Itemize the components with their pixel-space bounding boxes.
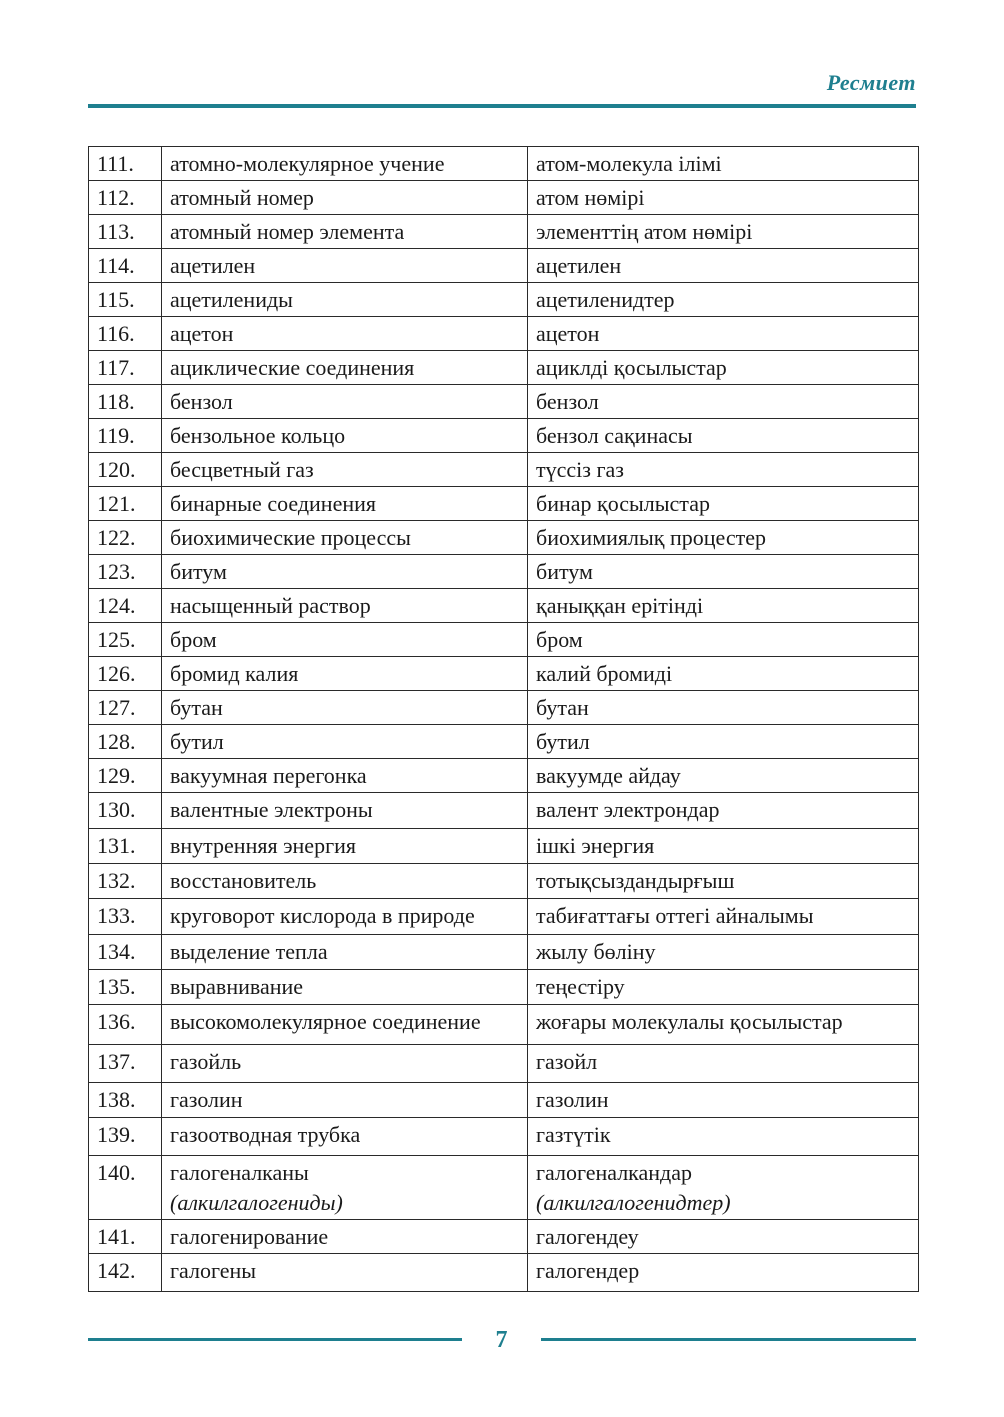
term-russian-cell xyxy=(162,899,528,935)
term-russian-cell xyxy=(162,623,528,657)
term-number: 120. xyxy=(89,453,162,487)
term-number: 141. xyxy=(89,1220,162,1254)
footer-divider-left xyxy=(88,1338,462,1341)
header-divider xyxy=(88,104,916,108)
table-row xyxy=(89,1118,919,1156)
term-russian-cell xyxy=(162,864,528,899)
table-row xyxy=(89,864,919,899)
term-kazakh: биохимиялық процестер xyxy=(536,525,766,550)
table-row xyxy=(89,1083,919,1118)
glossary-body xyxy=(89,147,919,1292)
term-russian: бутан xyxy=(170,695,223,720)
term-russian: бензольное кольцо xyxy=(170,423,346,448)
table-row xyxy=(89,283,919,317)
term-number: 126. xyxy=(89,657,162,691)
term-number: 134. xyxy=(89,935,162,970)
term-kazakh-cell xyxy=(528,657,919,691)
term-kazakh-cell xyxy=(528,829,919,864)
term-kazakh: ацетилен xyxy=(536,253,622,278)
term-number: 119. xyxy=(89,419,162,453)
term-number: 131. xyxy=(89,829,162,864)
term-kazakh: вакуумде айдау xyxy=(536,763,681,788)
term-kazakh-cell xyxy=(528,181,919,215)
term-russian-cell xyxy=(162,147,528,181)
term-kazakh-alternate: (алкилгалогенидтер) xyxy=(536,1190,731,1215)
term-russian: бромид калия xyxy=(170,661,299,686)
term-number: 113. xyxy=(89,215,162,249)
term-russian: ацетон xyxy=(170,321,234,346)
term-russian-cell xyxy=(162,249,528,283)
term-number: 132. xyxy=(89,864,162,899)
term-russian: выделение тепла xyxy=(170,939,328,964)
term-number: 125. xyxy=(89,623,162,657)
term-kazakh: калий бромиді xyxy=(536,661,673,686)
term-kazakh-cell xyxy=(528,623,919,657)
term-russian-cell xyxy=(162,1005,528,1045)
term-kazakh: тотықсыздандырғыш xyxy=(536,868,735,893)
term-russian: высокомолекулярное соединение xyxy=(170,1009,481,1034)
term-russian: галогенирование xyxy=(170,1224,329,1249)
term-kazakh-cell xyxy=(528,935,919,970)
table-row xyxy=(89,935,919,970)
table-row xyxy=(89,147,919,181)
term-russian-cell xyxy=(162,487,528,521)
term-russian: ацетилениды xyxy=(170,287,293,312)
term-number: 128. xyxy=(89,725,162,759)
term-kazakh-cell xyxy=(528,1118,919,1156)
term-russian-cell xyxy=(162,1156,528,1220)
term-kazakh-cell xyxy=(528,555,919,589)
term-russian-cell xyxy=(162,453,528,487)
term-kazakh: бензол сақинасы xyxy=(536,423,693,448)
term-kazakh: атом нөмірі xyxy=(536,185,645,210)
table-row xyxy=(89,521,919,555)
term-russian-cell xyxy=(162,1220,528,1254)
term-russian-cell xyxy=(162,657,528,691)
term-kazakh-cell xyxy=(528,419,919,453)
term-kazakh-cell xyxy=(528,1254,919,1292)
term-number: 142. xyxy=(89,1254,162,1292)
table-row xyxy=(89,487,919,521)
table-row xyxy=(89,317,919,351)
term-russian: биохимические процессы xyxy=(170,525,411,550)
table-row xyxy=(89,793,919,829)
table-row xyxy=(89,385,919,419)
term-kazakh: валент электрондар xyxy=(536,797,720,822)
table-row xyxy=(89,970,919,1005)
term-russian: насыщенный раствор xyxy=(170,593,371,618)
term-russian: бензол xyxy=(170,389,233,414)
term-kazakh-cell xyxy=(528,793,919,829)
term-kazakh-cell xyxy=(528,283,919,317)
term-kazakh-cell xyxy=(528,725,919,759)
table-row xyxy=(89,453,919,487)
term-russian-cell xyxy=(162,351,528,385)
term-number: 114. xyxy=(89,249,162,283)
term-kazakh-cell xyxy=(528,1156,919,1220)
page-header-title: Ресмиет xyxy=(826,70,916,95)
term-kazakh: жоғары молекулалы қосылыстар xyxy=(536,1009,843,1034)
term-kazakh-cell xyxy=(528,521,919,555)
term-kazakh-cell xyxy=(528,1045,919,1083)
term-russian-cell xyxy=(162,283,528,317)
term-russian-cell xyxy=(162,691,528,725)
term-russian-cell xyxy=(162,793,528,829)
term-kazakh: ациклді қосылыстар xyxy=(536,355,727,380)
term-kazakh: битум xyxy=(536,559,593,584)
term-kazakh: галогендер xyxy=(536,1258,640,1283)
term-number: 140. xyxy=(89,1156,162,1220)
term-russian-cell xyxy=(162,725,528,759)
term-kazakh: бутан xyxy=(536,695,589,720)
term-russian: бинарные соединения xyxy=(170,491,377,516)
term-kazakh-cell xyxy=(528,249,919,283)
term-russian-alternate: (алкилгалогениды) xyxy=(170,1190,343,1215)
page-number: 7 xyxy=(495,1327,508,1353)
table-row xyxy=(89,555,919,589)
footer-divider-right xyxy=(541,1338,916,1341)
term-russian-cell xyxy=(162,215,528,249)
term-kazakh-cell xyxy=(528,970,919,1005)
term-russian-cell xyxy=(162,1254,528,1292)
term-kazakh: бинар қосылыстар xyxy=(536,491,710,516)
term-kazakh-cell xyxy=(528,317,919,351)
term-number: 111. xyxy=(89,147,162,181)
table-row xyxy=(89,691,919,725)
term-kazakh-cell xyxy=(528,487,919,521)
term-kazakh: галогендеу xyxy=(536,1224,639,1249)
term-russian: атомный номер xyxy=(170,185,314,210)
term-kazakh: газолин xyxy=(536,1087,609,1112)
term-number: 117. xyxy=(89,351,162,385)
term-kazakh: түссіз газ xyxy=(536,457,624,482)
term-kazakh-cell xyxy=(528,453,919,487)
term-russian: битум xyxy=(170,559,227,584)
term-number: 115. xyxy=(89,283,162,317)
term-kazakh: қаныққан ерітінді xyxy=(536,593,704,618)
term-russian-cell xyxy=(162,521,528,555)
table-row xyxy=(89,759,919,793)
term-russian: галогеналканы xyxy=(170,1160,309,1185)
term-russian: газойль xyxy=(170,1049,242,1074)
term-russian: газоотводная трубка xyxy=(170,1122,361,1147)
term-kazakh: элементтің атом нөмірі xyxy=(536,219,753,244)
term-kazakh: ішкі энергия xyxy=(536,833,655,858)
term-number: 116. xyxy=(89,317,162,351)
term-kazakh-cell xyxy=(528,759,919,793)
term-russian-cell xyxy=(162,181,528,215)
term-kazakh-cell xyxy=(528,589,919,623)
term-russian: галогены xyxy=(170,1258,257,1283)
term-number: 121. xyxy=(89,487,162,521)
term-russian: выравнивание xyxy=(170,974,304,999)
term-number: 133. xyxy=(89,899,162,935)
term-kazakh: атом-молекула ілімі xyxy=(536,151,722,176)
term-number: 138. xyxy=(89,1083,162,1118)
term-number: 135. xyxy=(89,970,162,1005)
term-russian: вакуумная перегонка xyxy=(170,763,367,788)
term-number: 130. xyxy=(89,793,162,829)
term-number: 122. xyxy=(89,521,162,555)
table-row xyxy=(89,899,919,935)
term-russian: атомно-молекулярное учение xyxy=(170,151,445,176)
term-number: 118. xyxy=(89,385,162,419)
term-number: 127. xyxy=(89,691,162,725)
table-row xyxy=(89,1045,919,1083)
term-russian-cell xyxy=(162,935,528,970)
term-russian-cell xyxy=(162,419,528,453)
term-russian-cell xyxy=(162,317,528,351)
term-russian-cell xyxy=(162,385,528,419)
term-russian: бутил xyxy=(170,729,224,754)
term-number: 112. xyxy=(89,181,162,215)
term-kazakh: газойл xyxy=(536,1049,598,1074)
term-russian-cell xyxy=(162,555,528,589)
term-kazakh: табиғаттағы оттегі айналымы xyxy=(536,903,814,928)
term-number: 139. xyxy=(89,1118,162,1156)
table-row xyxy=(89,1254,919,1292)
term-kazakh-cell xyxy=(528,147,919,181)
term-russian-cell xyxy=(162,1118,528,1156)
table-row xyxy=(89,419,919,453)
term-kazakh: ацетиленидтер xyxy=(536,287,675,312)
term-russian-cell xyxy=(162,829,528,864)
term-russian: внутренняя энергия xyxy=(170,833,356,858)
term-russian: бесцветный газ xyxy=(170,457,314,482)
term-number: 124. xyxy=(89,589,162,623)
term-kazakh: жылу бөліну xyxy=(536,939,656,964)
term-kazakh: бутил xyxy=(536,729,590,754)
term-kazakh: бензол xyxy=(536,389,599,414)
term-russian-cell xyxy=(162,1045,528,1083)
table-row xyxy=(89,249,919,283)
term-russian: валентные электроны xyxy=(170,797,373,822)
term-kazakh: ацетон xyxy=(536,321,600,346)
term-russian: ациклические соединения xyxy=(170,355,415,380)
table-row xyxy=(89,1005,919,1045)
table-row xyxy=(89,215,919,249)
table-row xyxy=(89,351,919,385)
term-kazakh-cell xyxy=(528,351,919,385)
table-row xyxy=(89,589,919,623)
term-kazakh-cell xyxy=(528,864,919,899)
term-kazakh: галогеналкандар xyxy=(536,1160,693,1185)
term-russian-cell xyxy=(162,970,528,1005)
term-kazakh: бром xyxy=(536,627,583,652)
table-row xyxy=(89,181,919,215)
term-kazakh-cell xyxy=(528,1083,919,1118)
term-russian-cell xyxy=(162,589,528,623)
term-number: 136. xyxy=(89,1005,162,1045)
term-russian: восстановитель xyxy=(170,868,317,893)
term-russian-cell xyxy=(162,759,528,793)
table-row xyxy=(89,1156,919,1220)
term-russian: атомный номер элемента xyxy=(170,219,405,244)
glossary-table xyxy=(88,146,919,1292)
term-russian: газолин xyxy=(170,1087,243,1112)
table-row xyxy=(89,1220,919,1254)
term-number: 137. xyxy=(89,1045,162,1083)
term-kazakh-cell xyxy=(528,691,919,725)
table-row xyxy=(89,657,919,691)
term-russian: ацетилен xyxy=(170,253,256,278)
term-kazakh-cell xyxy=(528,215,919,249)
term-kazakh-cell xyxy=(528,899,919,935)
term-russian: бром xyxy=(170,627,217,652)
term-kazakh-cell xyxy=(528,1220,919,1254)
term-kazakh: теңестіру xyxy=(536,974,625,999)
term-kazakh: газтүтік xyxy=(536,1122,611,1147)
term-number: 123. xyxy=(89,555,162,589)
term-number: 129. xyxy=(89,759,162,793)
term-russian-cell xyxy=(162,1083,528,1118)
term-kazakh-cell xyxy=(528,385,919,419)
term-russian: круговорот кислорода в природе xyxy=(170,903,475,928)
term-kazakh-cell xyxy=(528,1005,919,1045)
table-row xyxy=(89,725,919,759)
table-row xyxy=(89,829,919,864)
table-row xyxy=(89,623,919,657)
